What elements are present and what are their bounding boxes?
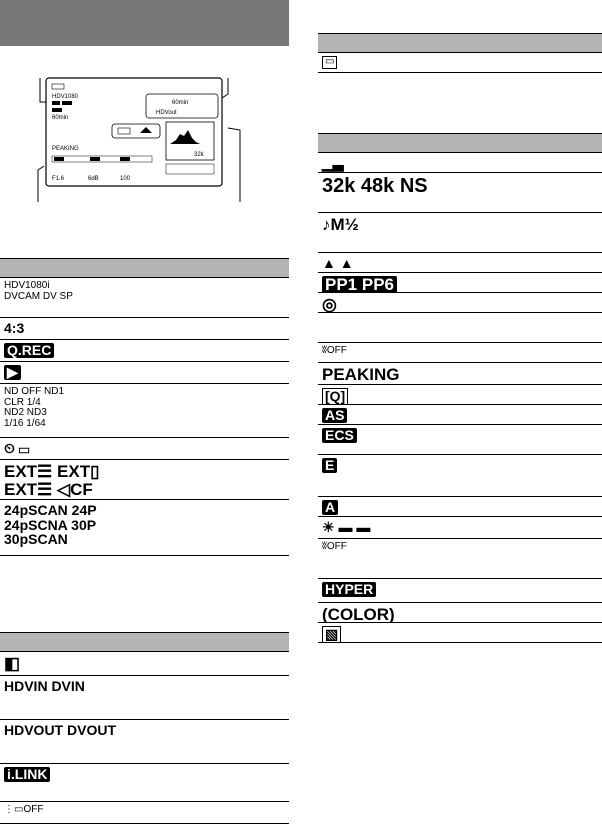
shutter-text: 100 [120, 176, 131, 182]
icon-label: ♪M½ [322, 215, 359, 234]
table-row [318, 53, 602, 73]
fnum-text: F1.6 [52, 176, 65, 182]
audio-level-icon [322, 216, 359, 234]
tr-hdvout-text: HDVout [156, 110, 177, 116]
hdv1080-text: HDV1080 [52, 94, 79, 100]
icon-label: ʬOFF [322, 345, 347, 356]
leader-line-bl [38, 166, 44, 202]
table-row [318, 385, 602, 405]
tr-60min-text: 60min [172, 100, 189, 106]
slow-rec-icon [4, 365, 27, 380]
table-row [318, 313, 602, 343]
icon-label: ▲ ▲ [322, 255, 354, 271]
icon-label: ⋮▭OFF [4, 804, 44, 815]
icon-label: HYPER [322, 582, 382, 597]
table-row [0, 676, 289, 720]
hdv-dv-in-icon [4, 679, 85, 694]
right-table-2 [318, 133, 602, 643]
icon-label: HDVIN DVIN [4, 678, 85, 694]
table-row [0, 802, 289, 824]
icon-label: PP1 PP6 [322, 276, 403, 293]
table-row [318, 173, 602, 213]
table-row [0, 720, 289, 764]
table-row [318, 153, 602, 173]
screen-indicator-diagram [0, 72, 289, 232]
steadyshot-off-icon [322, 346, 347, 357]
icon-label: (COLOR) [322, 605, 395, 623]
gain-text: 6dB [88, 176, 99, 182]
icon-label: ND OFF ND1 [4, 386, 64, 397]
hdv-dv-out-icon [4, 723, 116, 738]
icon-label: ◧ [4, 654, 21, 673]
leader-line-tr [222, 78, 228, 98]
leader-line-r [228, 128, 240, 202]
icon-label: ND2 ND3 [4, 407, 47, 418]
peaking-icon [322, 366, 399, 384]
icon-label: EXT☰ EXT▯ [4, 462, 100, 481]
icon-label: ☀ ▬ ▬ [322, 519, 371, 535]
left-table-1 [0, 258, 289, 556]
section-header-box [0, 0, 289, 46]
icon-label: ECS [322, 428, 363, 443]
table-row [318, 623, 602, 643]
icon-label: ◎ [322, 295, 337, 313]
icon-label: AS [322, 408, 353, 423]
icon-label: 1/16 1/64 [4, 417, 46, 429]
ext-icon [4, 463, 99, 499]
table-row [0, 362, 289, 384]
table-header [0, 258, 289, 278]
hist-32k-text: 32k [194, 152, 204, 158]
icon-label: PEAKING [322, 365, 400, 384]
peaking-text: PEAKING [52, 146, 79, 152]
table-row [318, 425, 602, 455]
icon-label: 24pSCAN 24P [4, 502, 97, 518]
table-row [318, 405, 602, 425]
icon-label: DVCAM DV SP [4, 290, 73, 302]
white-balance-icon [322, 520, 370, 535]
icon-label: ▁▃ [322, 155, 344, 171]
icon-label: HDV1080i [4, 280, 50, 291]
e-icon [322, 458, 343, 473]
table-header [0, 632, 289, 652]
i-link-icon [4, 767, 56, 782]
table-row [0, 278, 289, 318]
icon-label: Q.REC [4, 343, 60, 358]
icon-label: 32k 48k NS [322, 175, 428, 197]
right-table-1 [318, 33, 602, 73]
icon-label: ▶ [4, 365, 27, 380]
table-row [318, 343, 602, 363]
ecs-icon [322, 428, 363, 443]
icon-label: 24pSCNA 30P [4, 516, 97, 533]
nd-filter-icon [4, 387, 64, 429]
tape-remain-icon [4, 441, 29, 456]
audio-mode-icon [322, 176, 428, 197]
table-row [0, 500, 289, 556]
table-row [0, 438, 289, 460]
icon-label: HDVOUT DVOUT [4, 722, 116, 738]
shot-transition-icon [322, 296, 337, 313]
table-row [0, 764, 289, 802]
histogram-icon [322, 156, 344, 171]
zebra-icon [322, 626, 347, 643]
table-row [0, 652, 289, 676]
display-icon [4, 655, 20, 673]
picture-profile-icon [322, 276, 403, 293]
video-off-icon [4, 805, 43, 816]
table-row [318, 363, 602, 385]
left-table-2 [0, 632, 289, 824]
icon-label: ⏲ ▭ [4, 440, 30, 456]
table-row [318, 253, 602, 273]
table-row [318, 539, 602, 579]
table-row [318, 517, 602, 539]
icon-label: i.LINK [4, 767, 56, 782]
icon-label: A [322, 500, 344, 515]
hyper-icon [322, 582, 382, 597]
color-icon [322, 606, 395, 623]
a-icon [322, 500, 344, 515]
table-header [318, 33, 602, 53]
expanded-focus-icon [322, 388, 354, 405]
table-row [318, 603, 602, 623]
as-icon [322, 408, 353, 423]
tape-warning-icon [322, 56, 343, 69]
icon-label: ▭ [322, 56, 343, 69]
table-row [318, 455, 602, 497]
table-header [318, 133, 602, 153]
wind-off-icon [322, 542, 347, 553]
q-rec-icon [4, 343, 60, 358]
icon-label: [Q] [322, 388, 354, 405]
table-row [0, 384, 289, 438]
hdv1080i-icon [4, 281, 73, 302]
scene-icon [322, 256, 354, 271]
scan-icon [4, 503, 97, 547]
aspect-4-3-icon [4, 321, 24, 336]
table-row [318, 213, 602, 253]
table-row [0, 318, 289, 340]
icon-label: ʬOFF [322, 541, 347, 552]
icon-label: CLR 1/4 [4, 396, 41, 408]
table-row [318, 497, 602, 517]
table-row [0, 460, 289, 500]
icon-label: ▧ [322, 626, 347, 643]
icon-label: EXT☰ ◁CF [4, 479, 93, 499]
table-row [0, 340, 289, 362]
icon-label: E [322, 458, 343, 473]
icon-label: 30pSCAN [4, 531, 68, 548]
table-row [318, 273, 602, 293]
tl-60min-text: 60min [52, 115, 69, 121]
table-row [318, 293, 602, 313]
icon-label: 4:3 [4, 320, 25, 336]
table-row [318, 579, 602, 603]
